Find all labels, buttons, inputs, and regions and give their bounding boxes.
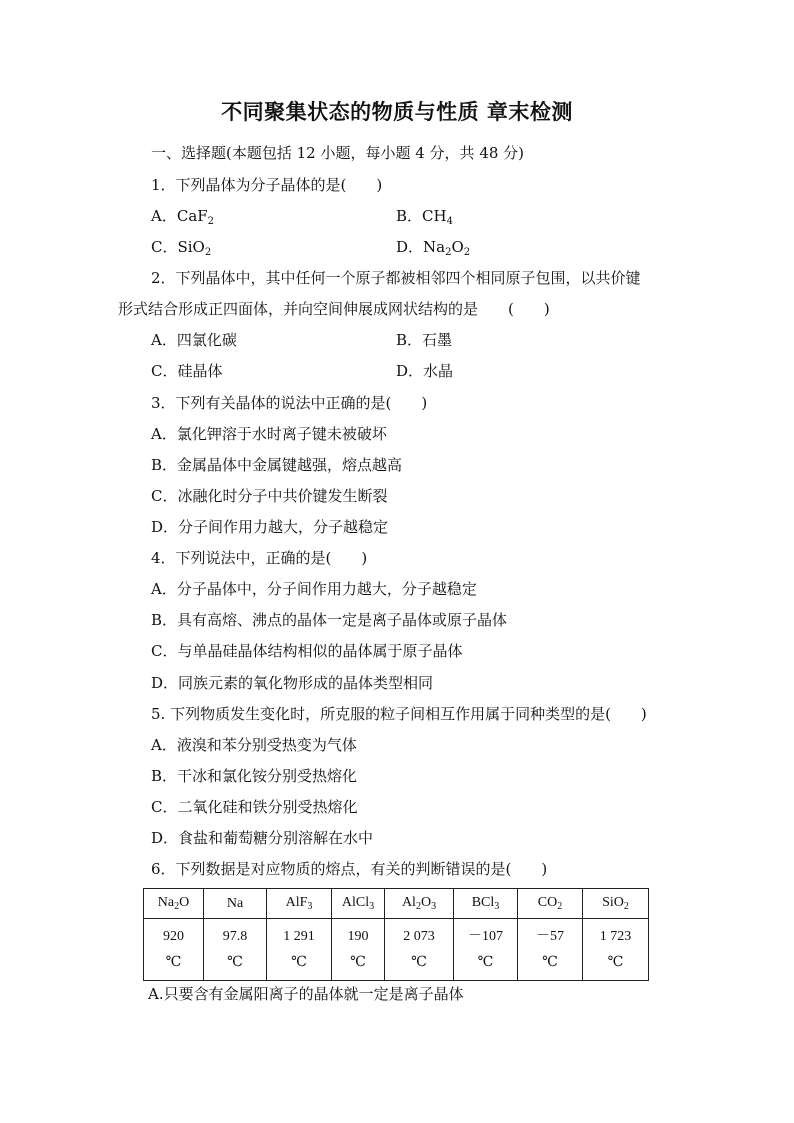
section-heading: 一、选择题(本题包括 12 小题，每小题 4 分，共 48 分) — [151, 144, 525, 162]
question-5-option-b: B．干冰和氯化铵分别受热熔化 — [151, 767, 358, 785]
table-cell: －57 ℃ — [518, 919, 583, 981]
question-1-option-b: B．$CH_4$ — [396, 207, 453, 227]
question-1-option-a: A．CaF$_2$ — [151, 207, 215, 227]
table-header-row — [144, 889, 649, 919]
table-header-cell: SiO$_2$ — [583, 889, 649, 919]
question-3-option-c: C．冰融化时分子中共价键发生断裂 — [151, 487, 388, 505]
table-cell: －107 ℃ — [454, 919, 518, 981]
table-cell: 1 723 ℃ — [583, 919, 649, 981]
table-cell: 2 073 ℃ — [385, 919, 454, 981]
table-row — [144, 919, 649, 981]
table-cell: 190 ℃ — [332, 919, 385, 981]
question-5-option-c: C．二氧化硅和铁分别受热熔化 — [151, 798, 358, 816]
table-header-cell: $Na_2O$ — [144, 889, 204, 919]
question-6-stem: 6．下列数据是对应物质的熔点，有关的判断错误的是( ) — [151, 860, 548, 878]
question-4-option-a: A．分子晶体中，分子间作用力越大，分子越稳定 — [151, 580, 477, 598]
question-2-stem-line-2: 形式结合形成正四面体，并向空间伸展成网状结构的是 ( ) — [118, 300, 550, 318]
question-1-option-c: C．SiO$_2$ — [151, 238, 212, 258]
question-1-stem: 1．下列晶体为分子晶体的是( ) — [151, 176, 383, 194]
melting-point-table — [143, 888, 649, 981]
table-cell: 920 ℃ — [144, 919, 204, 981]
question-2-option-a: A．四氯化碳 — [151, 331, 237, 349]
question-5-stem: 5. 下列物质发生变化时，所克服的粒子间相互作用属于同种类型的是( ) — [151, 705, 647, 723]
question-3-option-b: B．金属晶体中金属键越强，熔点越高 — [151, 456, 403, 474]
question-5-option-d: D．食盐和葡萄糖分别溶解在水中 — [151, 829, 374, 847]
table-header-cell: BCl$_3$ — [454, 889, 518, 919]
question-5-option-a: A．液溴和苯分别受热变为气体 — [151, 736, 357, 754]
table-header-cell: AlCl$_3$ — [332, 889, 385, 919]
question-3-option-d: D．分子间作用力越大，分子越稳定 — [151, 518, 389, 536]
question-6-option-a: A.只要含有金属阳离子的晶体就一定是离子晶体 — [148, 985, 464, 1003]
question-4-option-d: D．同族元素的氧化物形成的晶体类型相同 — [151, 674, 434, 692]
question-3-stem: 3．下列有关晶体的说法中正确的是( ) — [151, 394, 428, 412]
question-2-option-b: B．石墨 — [396, 331, 453, 349]
question-4-option-c: C．与单晶硅晶体结构相似的晶体属于原子晶体 — [151, 642, 463, 660]
table-header-cell: $CO_2$ — [518, 889, 583, 919]
page-title: 不同聚集状态的物质与性质 章末检测 — [221, 100, 573, 124]
question-1-option-d: D．$Na_2O_2$ — [396, 238, 471, 258]
table-cell: 1 291 ℃ — [267, 919, 332, 981]
table-header-cell: AlF$_3$ — [267, 889, 332, 919]
question-2-option-d: D．水晶 — [396, 362, 454, 380]
table-header-cell: $Al_2O_3$ — [385, 889, 454, 919]
question-4-option-b: B．具有高熔、沸点的晶体一定是离子晶体或原子晶体 — [151, 611, 508, 629]
table-header-cell: Na — [204, 889, 267, 919]
question-2-stem-line-1: 2．下列晶体中，其中任何一个原子都被相邻四个相同原子包围，以共价键 — [151, 269, 641, 287]
question-4-stem: 4．下列说法中，正确的是( ) — [151, 549, 368, 567]
table-cell: 97.8 ℃ — [204, 919, 267, 981]
question-3-option-a: A．氯化钾溶于水时离子键未被破坏 — [151, 425, 387, 443]
question-2-option-c: C．硅晶体 — [151, 362, 223, 380]
